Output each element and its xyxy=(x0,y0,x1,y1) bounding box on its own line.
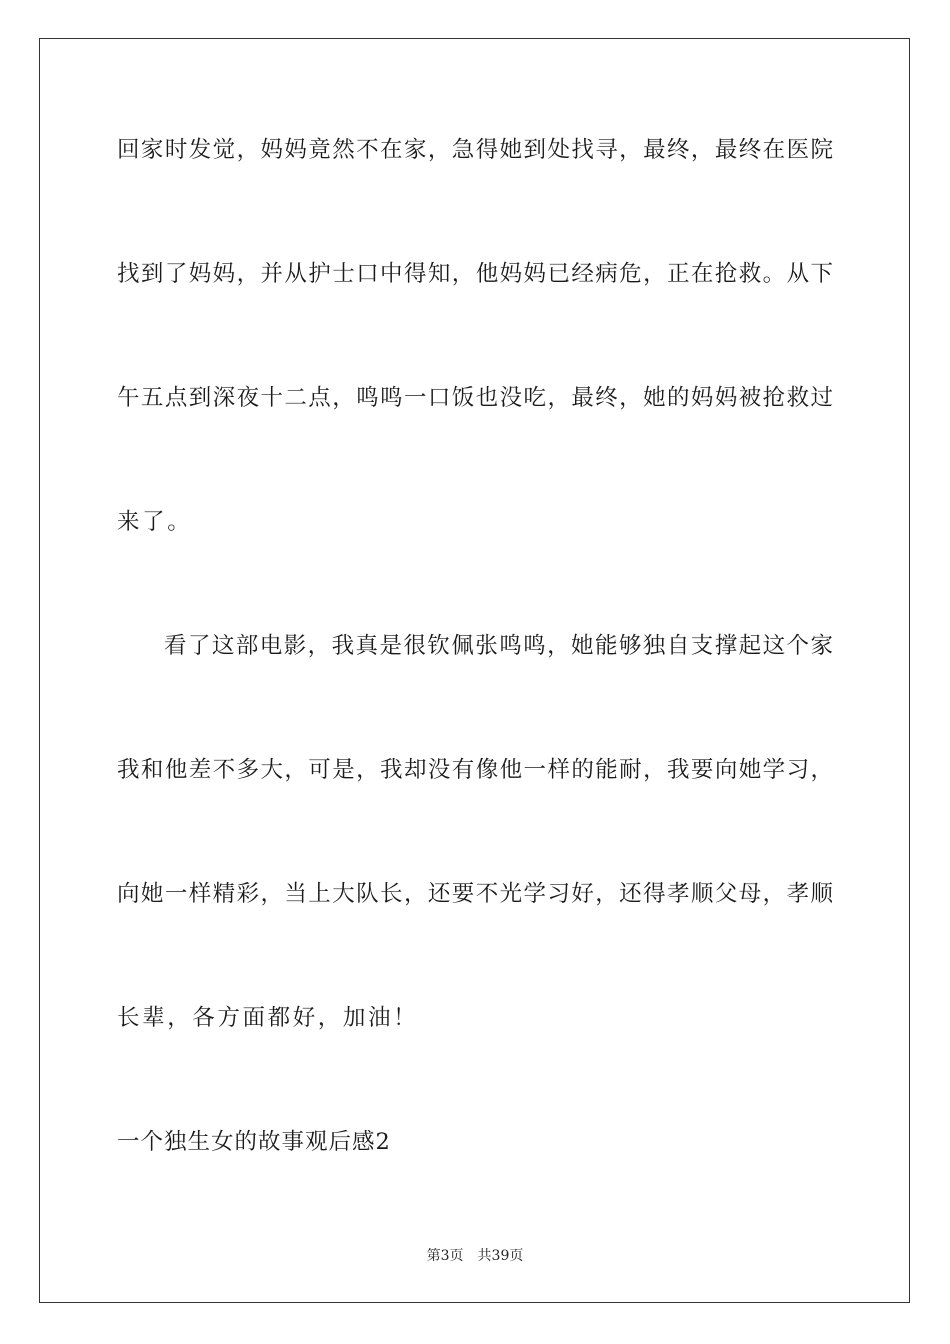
section-heading: 一个独生女的故事观后感2 xyxy=(117,1129,391,1155)
page-footer xyxy=(0,1247,950,1265)
body-line-2: 找到了妈妈，并从护士口中得知，他妈妈已经病危，正在抢救。从下 xyxy=(117,261,833,287)
page-border xyxy=(39,38,910,1303)
body-line-7: 向她一样精彩，当上大队长，还要不光学习好，还得孝顺父母，孝顺 xyxy=(117,881,833,907)
body-line-5: 看了这部电影，我真是很钦佩张鸣鸣，她能够独自支撑起这个家 xyxy=(164,633,833,659)
body-line-6: 我和他差不多大，可是，我却没有像他一样的能耐，我要向她学习， xyxy=(117,757,833,783)
body-line-8: 长辈，各方面都好，加油！ xyxy=(117,1005,419,1031)
body-line-3: 午五点到深夜十二点，鸣鸣一口饭也没吃，最终，她的妈妈被抢救过 xyxy=(117,385,833,411)
body-line-4: 来了。 xyxy=(117,509,193,535)
body-line-1: 回家时发觉，妈妈竟然不在家，急得她到处找寻，最终，最终在医院 xyxy=(117,137,833,163)
page-total: 共39页 xyxy=(477,1248,524,1264)
page-number: 第3页 xyxy=(426,1248,464,1264)
